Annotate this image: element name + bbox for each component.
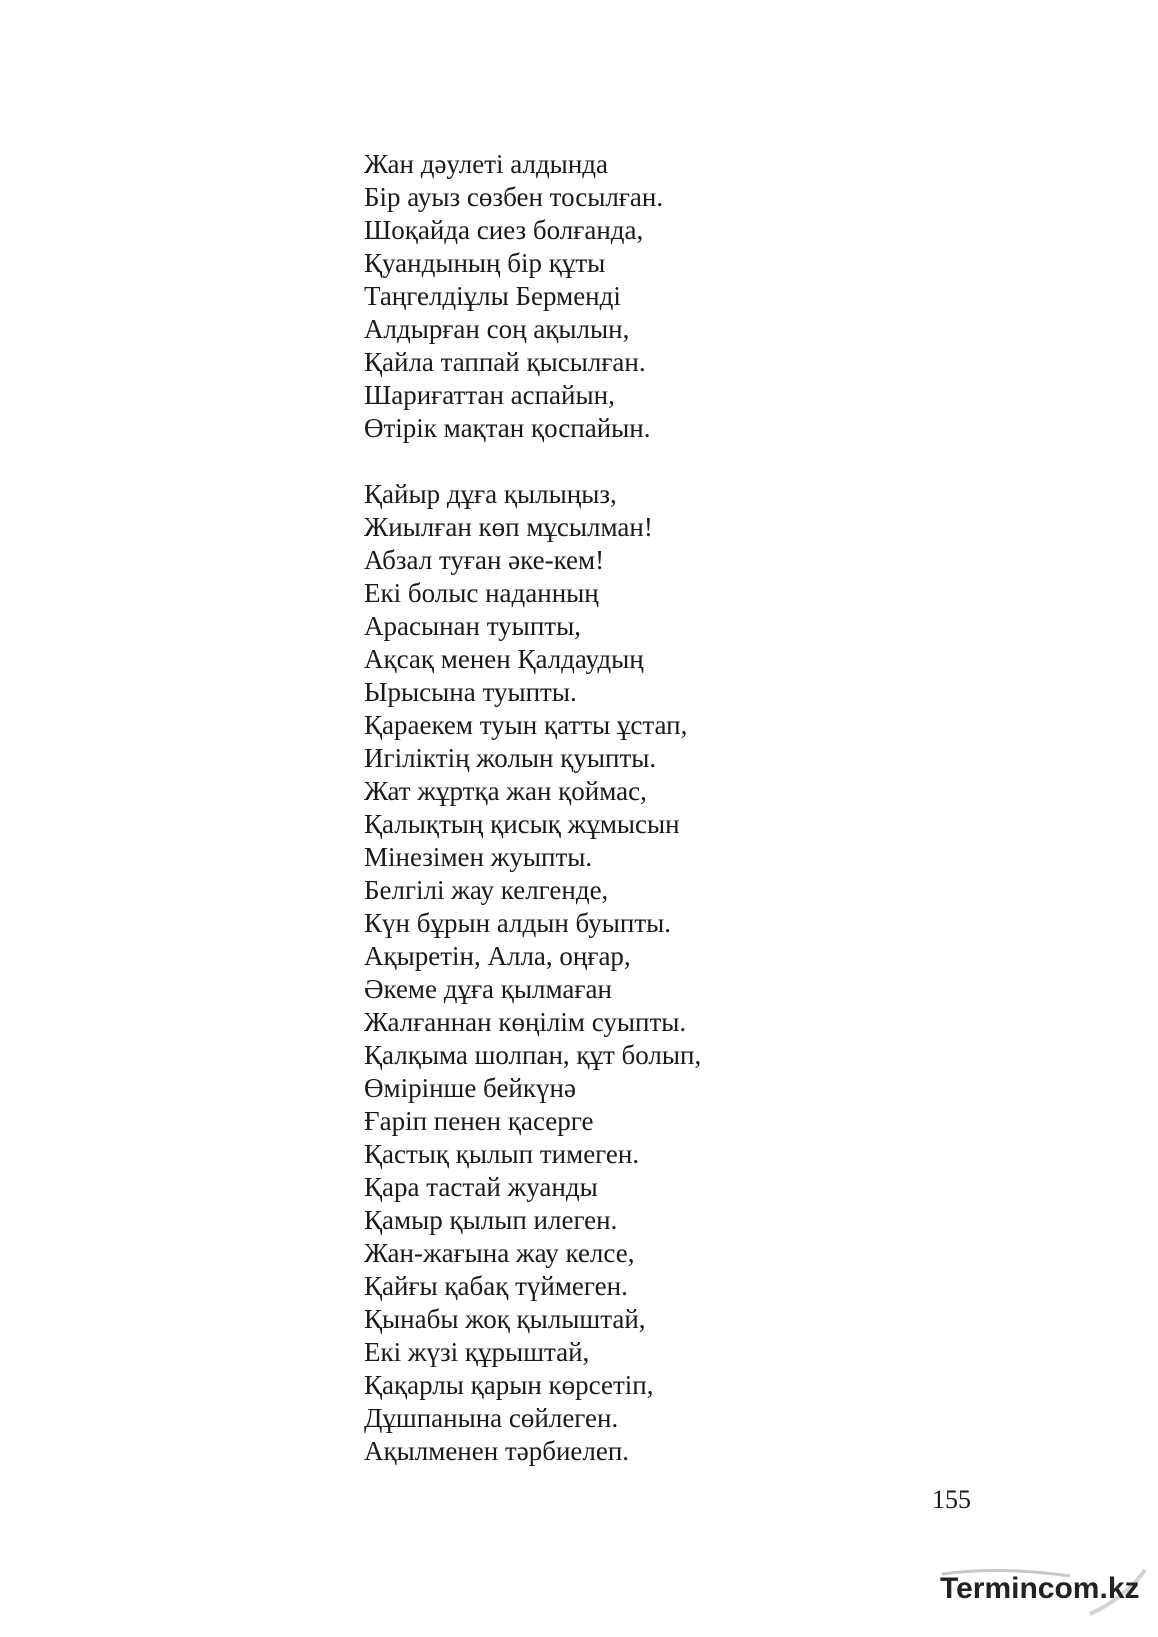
watermark-logo bbox=[940, 1568, 1150, 1616]
poem-line: Белгілі жау келгенде, bbox=[364, 875, 609, 905]
poem-line: Алдырған соң ақылын, bbox=[364, 314, 630, 344]
poem-line: Шоқайда сиез болғанда, bbox=[364, 215, 644, 245]
poem-line: Екі жүзі құрыштай, bbox=[364, 1337, 590, 1367]
watermark-text: Termincom.kz bbox=[940, 1572, 1140, 1605]
poem-line: Қара тастай жуанды bbox=[364, 1172, 598, 1202]
poem-line: Екі болыс наданның bbox=[364, 578, 599, 608]
poem-line: Қынабы жоқ қылыштай, bbox=[364, 1304, 646, 1334]
poem-line: Өтірік мақтан қоспайын. bbox=[364, 413, 651, 443]
poem-line: Бір ауыз сөзбен тосылған. bbox=[364, 182, 664, 212]
poem-line: Шариғаттан аспайын, bbox=[364, 380, 615, 410]
poem-line: Қайғы қабақ түймеген. bbox=[364, 1271, 628, 1301]
poem-line: Арасынан туыпты, bbox=[364, 611, 581, 641]
poem-line: Таңгелдіұлы Берменді bbox=[364, 281, 621, 311]
poem-line: Жалғаннан көңілім суыпты. bbox=[364, 1007, 687, 1037]
stanza-1 bbox=[364, 148, 964, 445]
poem-line: Қастық қылып тимеген. bbox=[364, 1139, 640, 1169]
poem-line: Ақыретін, Алла, оңғар, bbox=[364, 941, 631, 971]
poem-line: Қалықтың қисық жұмысын bbox=[364, 809, 680, 839]
poem-line: Қайыр дұға қылыңыз, bbox=[364, 479, 617, 509]
poem-line: Ақылменен тәрбиелеп. bbox=[364, 1436, 630, 1466]
poem-line: Дұшпанына сөйлеген. bbox=[364, 1403, 619, 1433]
page-number: 155 bbox=[932, 1485, 971, 1514]
poem-line: Қақарлы қарын көрсетіп, bbox=[364, 1370, 654, 1400]
poem-line: Қамыр қылып илеген. bbox=[364, 1205, 618, 1235]
stanza-2 bbox=[364, 478, 964, 1468]
poem-text bbox=[364, 148, 964, 1468]
poem-line: Жат жұртқа жан қоймас, bbox=[364, 776, 647, 806]
poem-line: Жан дәулеті алдында bbox=[364, 149, 608, 179]
poem-line: Ырысына туыпты. bbox=[364, 677, 577, 707]
poem-line: Ақсақ менен Қалдаудың bbox=[364, 644, 644, 674]
poem-line: Қуандының бір құты bbox=[364, 248, 606, 278]
poem-line: Ғаріп пенен қасерге bbox=[364, 1106, 594, 1136]
poem-line: Жиылған көп мұсылман! bbox=[364, 512, 653, 542]
poem-line: Қайла таппай қысылған. bbox=[364, 347, 646, 377]
poem-line: Игіліктің жолын қуыпты. bbox=[364, 743, 657, 773]
poem-line: Өмірінше бейкүнә bbox=[364, 1073, 576, 1103]
stanza-gap bbox=[364, 445, 964, 478]
poem-line: Абзал туған әке-кем! bbox=[364, 545, 605, 575]
poem-line: Мінезімен жуыпты. bbox=[364, 842, 593, 872]
poem-line: Қараекем туын қатты ұстап, bbox=[364, 710, 688, 740]
poem-line: Қалқыма шолпан, құт болып, bbox=[364, 1040, 702, 1070]
poem-line: Жан-жағына жау келсе, bbox=[364, 1238, 635, 1268]
poem-line: Күн бұрын алдын буыпты. bbox=[364, 908, 672, 938]
poem-line: Әкеме дұға қылмаған bbox=[364, 974, 612, 1004]
